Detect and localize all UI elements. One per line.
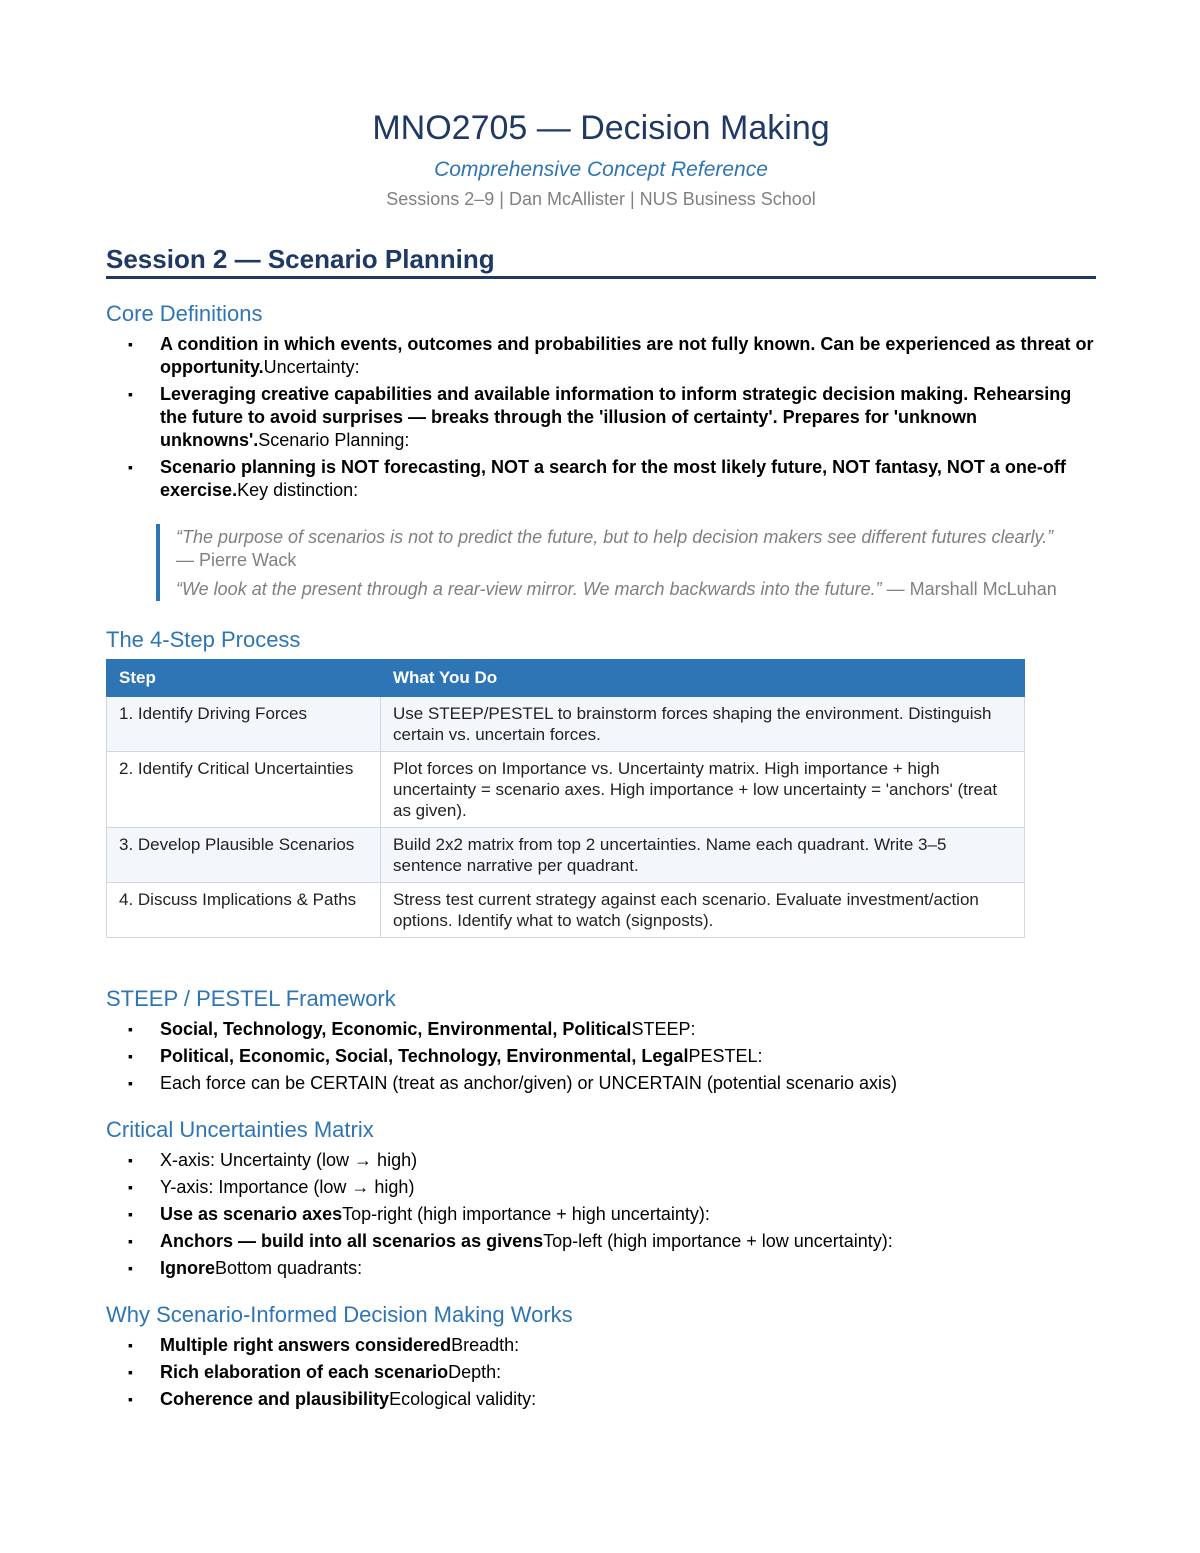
step-cell: 4. Discuss Implications & Paths <box>107 883 381 938</box>
bullet-icon: ▪ <box>128 1364 133 1380</box>
bullet-bold-text: Use as scenario axes <box>160 1204 343 1224</box>
process-table <box>106 659 1025 938</box>
bullet-bold-text: Coherence and plausibility <box>160 1389 390 1409</box>
bullet-icon: ▪ <box>128 459 133 475</box>
quote-author: — Marshall McLuhan <box>881 579 1057 599</box>
matrix-heading: Critical Uncertainties Matrix <box>106 1117 374 1142</box>
bullet-bold-text: A condition in which events, outcomes and probabilities are not fully known. Can be experienced as threat or opportunity. <box>160 334 1094 377</box>
steep-list <box>106 1018 1096 1095</box>
document-title: MNO2705 — Decision Making <box>372 109 830 147</box>
bullet-text: X-axis: Uncertainty (low → high) <box>160 1150 418 1170</box>
bullet-bold-text: Multiple right answers considered <box>160 1335 452 1355</box>
bullet-bold-text: Political, Economic, Social, Technology, Environmental, Legal <box>160 1046 689 1066</box>
bullet-icon: ▪ <box>128 1152 133 1168</box>
list-item <box>106 1018 1096 1041</box>
bullet-text: Breadth: <box>451 1335 520 1355</box>
bullet-bold-text: Rich elaboration of each scenario <box>160 1362 449 1382</box>
action-cell: Stress test current strategy against each scenario. Evaluate investment/action options. Identify what to watch (signposts). <box>381 883 1025 938</box>
table-row <box>107 697 1025 752</box>
list-item <box>106 1176 1096 1199</box>
bullet-text: Depth: <box>448 1362 502 1382</box>
bullet-icon: ▪ <box>128 1391 133 1407</box>
list-item <box>106 383 1096 452</box>
steep-heading: STEEP / PESTEL Framework <box>106 986 396 1011</box>
quote-text: “The purpose of scenarios is not to predict the future, but to help decision makers see different futures clearly.” <box>176 527 1054 547</box>
list-item <box>106 1334 1096 1357</box>
table-header-row <box>107 660 1025 697</box>
document-meta: Sessions 2–9 | Dan McAllister | NUS Business School <box>386 189 816 209</box>
bullet-text: Key distinction: <box>237 480 359 500</box>
why-list <box>106 1334 1096 1411</box>
list-item <box>106 1203 1096 1226</box>
bullet-icon: ▪ <box>128 1048 133 1064</box>
quote-block <box>156 524 1076 601</box>
bullet-bold-text: Anchors — build into all scenarios as givens <box>160 1231 544 1251</box>
matrix-list <box>106 1149 1096 1280</box>
quote <box>176 526 1076 572</box>
document-subtitle: Comprehensive Concept Reference <box>434 158 768 181</box>
table-row <box>107 752 1025 828</box>
list-item <box>106 1045 1096 1068</box>
list-item <box>106 1072 1096 1095</box>
table-row <box>107 883 1025 938</box>
list-item <box>106 1230 1096 1253</box>
bullet-text: Ecological validity: <box>389 1389 537 1409</box>
list-item <box>106 1361 1096 1384</box>
bullet-text: Top-left (high importance + low uncertainty): <box>543 1231 893 1251</box>
bullet-text: Scenario Planning: <box>258 430 410 450</box>
bullet-text: Bottom quadrants: <box>215 1258 363 1278</box>
bullet-bold-text: Leveraging creative capabilities and available information to inform strategic decision making. Rehearsing the future to avoid surprises — breaks through the 'illusion of certainty'. Prepares for 'unknown unknowns'. <box>160 384 1072 450</box>
bullet-text: Each force can be CERTAIN (treat as anchor/given) or UNCERTAIN (potential scenario axis) <box>160 1073 897 1093</box>
bullet-text: STEEP: <box>631 1019 696 1039</box>
core-definitions-heading: Core Definitions <box>106 301 263 326</box>
list-item <box>106 1388 1096 1411</box>
action-cell: Build 2x2 matrix from top 2 uncertainties. Name each quadrant. Write 3–5 sentence narrative per quadrant. <box>381 828 1025 883</box>
bullet-bold-text: Ignore <box>160 1258 216 1278</box>
bullet-icon: ▪ <box>128 386 133 402</box>
bullet-icon: ▪ <box>128 1206 133 1222</box>
session-heading: Session 2 — Scenario Planning <box>106 244 1096 279</box>
why-heading: Why Scenario-Informed Decision Making Works <box>106 1302 573 1327</box>
bullet-bold-text: Social, Technology, Economic, Environmental, Political <box>160 1019 632 1039</box>
bullet-icon: ▪ <box>128 1179 133 1195</box>
quote <box>176 578 1076 601</box>
bullet-icon: ▪ <box>128 1021 133 1037</box>
list-item <box>106 1257 1096 1280</box>
table-row <box>107 828 1025 883</box>
column-header-action: What You Do <box>381 660 1025 697</box>
bullet-icon: ▪ <box>128 1075 133 1091</box>
bullet-text: Uncertainty: <box>263 357 360 377</box>
bullet-icon: ▪ <box>128 1337 133 1353</box>
step-cell: 2. Identify Critical Uncertainties <box>107 752 381 828</box>
action-cell: Plot forces on Importance vs. Uncertainty matrix. High importance + high uncertainty = scenario axes. High importance + low uncertainty = 'anchors' (treat as given). <box>381 752 1025 828</box>
quote-text: “We look at the present through a rear-view mirror. We march backwards into the future.” <box>176 579 882 599</box>
process-heading: The 4-Step Process <box>106 627 301 652</box>
list-item <box>106 1149 1096 1172</box>
column-header-step: Step <box>107 660 381 697</box>
bullet-icon: ▪ <box>128 1260 133 1276</box>
bullet-text: Y-axis: Importance (low → high) <box>160 1177 415 1197</box>
bullet-text: PESTEL: <box>688 1046 763 1066</box>
bullet-icon: ▪ <box>128 1233 133 1249</box>
document-page <box>106 100 1096 1415</box>
action-cell: Use STEEP/PESTEL to brainstorm forces shaping the environment. Distinguish certain vs. uncertain forces. <box>381 697 1025 752</box>
list-item <box>106 456 1096 502</box>
bullet-bold-text: Scenario planning is NOT forecasting, NOT a search for the most likely future, NOT fantasy, NOT a one-off exercise. <box>160 457 1066 500</box>
list-item <box>106 333 1096 379</box>
quote-author: — Pierre Wack <box>176 550 297 570</box>
step-cell: 1. Identify Driving Forces <box>107 697 381 752</box>
bullet-icon: ▪ <box>128 336 133 352</box>
bullet-text: Top-right (high importance + high uncertainty): <box>342 1204 710 1224</box>
core-definitions-list <box>106 333 1096 502</box>
step-cell: 3. Develop Plausible Scenarios <box>107 828 381 883</box>
